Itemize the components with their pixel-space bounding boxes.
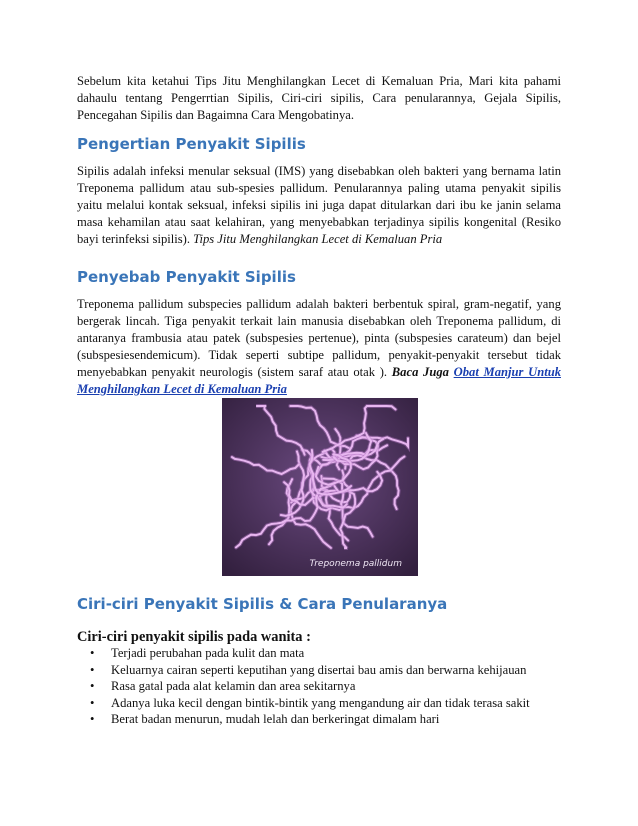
penyebab-paragraph [77, 296, 561, 398]
symptom-list [77, 645, 561, 728]
list-item [77, 695, 561, 712]
pengertian-italic-tail: Tips Jitu Menghilangkan Lecet di Kemaluan Pria [193, 232, 443, 246]
list-item [77, 678, 561, 695]
subheading-wanita: Ciri-ciri penyakit sipilis pada wanita : [77, 629, 311, 645]
treponema-illustration [222, 398, 418, 576]
pengertian-paragraph [77, 163, 561, 248]
heading-penyebab: Penyebab Penyakit Sipilis [77, 268, 296, 286]
list-item [77, 645, 561, 662]
bullet-icon: • [90, 662, 95, 677]
read-also-link[interactable]: Obat Manjur Untuk Menghilangkan Lecet di Kemaluan Pria [77, 365, 561, 396]
heading-ciri-ciri: Ciri-ciri Penyakit Sipilis & Cara Penularanya [77, 595, 448, 613]
bullet-icon: • [90, 695, 95, 710]
list-item [77, 662, 561, 679]
bullet-icon: • [90, 646, 95, 660]
bullet-icon: • [90, 679, 95, 694]
list-item-text: Berat badan menurun, mudah lelah dan berkeringat dimalam hari [111, 712, 440, 727]
heading-pengertian: Pengertian Penyakit Sipilis [77, 135, 306, 153]
intro-paragraph: Sebelum kita ketahui Tips Jitu Menghilangkan Lecet di Kemaluan Pria, Mari kita pahami dahaulu tentang Pengerrtian Sipilis, Ciri-ciri sipilis, Cara penularannya, Gejala Sipilis, Pencegahan Sipilis dan Bagaimna Cara Mengobatinya. [77, 74, 561, 122]
list-item-text: Adanya luka kecil dengan bintik-bintik yang mengandung air dan tidak terasa sakit [111, 695, 530, 710]
list-item-text: Terjadi perubahan pada kulit dan mata [111, 646, 305, 660]
list-item-text: Keluarnya cairan seperti keputihan yang disertai bau amis dan berwarna kehijauan [111, 662, 527, 677]
read-also-label: Baca Juga [391, 365, 449, 379]
pengertian-body: Sipilis adalah infeksi menular seksual (IMS) yang disebabkan oleh bakteri yang bernama latin Treponema pallidum atau sub-spesies pallidum. Penularannya paling utama penyakit sipilis yaitu melalui kontak seksual, infeksi sipilis ini juga dapat ditularkan dari ibu ke janin selama masa kehamilan atau saat kelahiran, yang menyebabkan terjadinya sipilis kongenital (Resiko bayi terinfeksi sipilis). [77, 164, 561, 246]
bullet-icon: • [90, 712, 95, 727]
list-item-text: Rasa gatal pada alat kelamin dan area sekitarnya [111, 679, 356, 694]
treponema-image [222, 398, 418, 576]
penyebab-body: Treponema pallidum subspecies pallidum adalah bakteri berbentuk spiral, gram-negatif, yang bergerak lincah. Tiga penyakit terkait lain manusia disebabkan oleh Treponema pallidum, di antaranya frambusia atau patek (subspesies pertenue), pinta (subspesies carateum) dan bejel (subspesiesendemicum). Tidak seperti subtipe pallidum, penyakit-penyakit tersebut tidak menyebabkan penyakit neurologis (sistem saraf atau otak ). [77, 297, 561, 379]
list-item [77, 711, 561, 728]
image-caption: Treponema pallidum [309, 559, 402, 569]
